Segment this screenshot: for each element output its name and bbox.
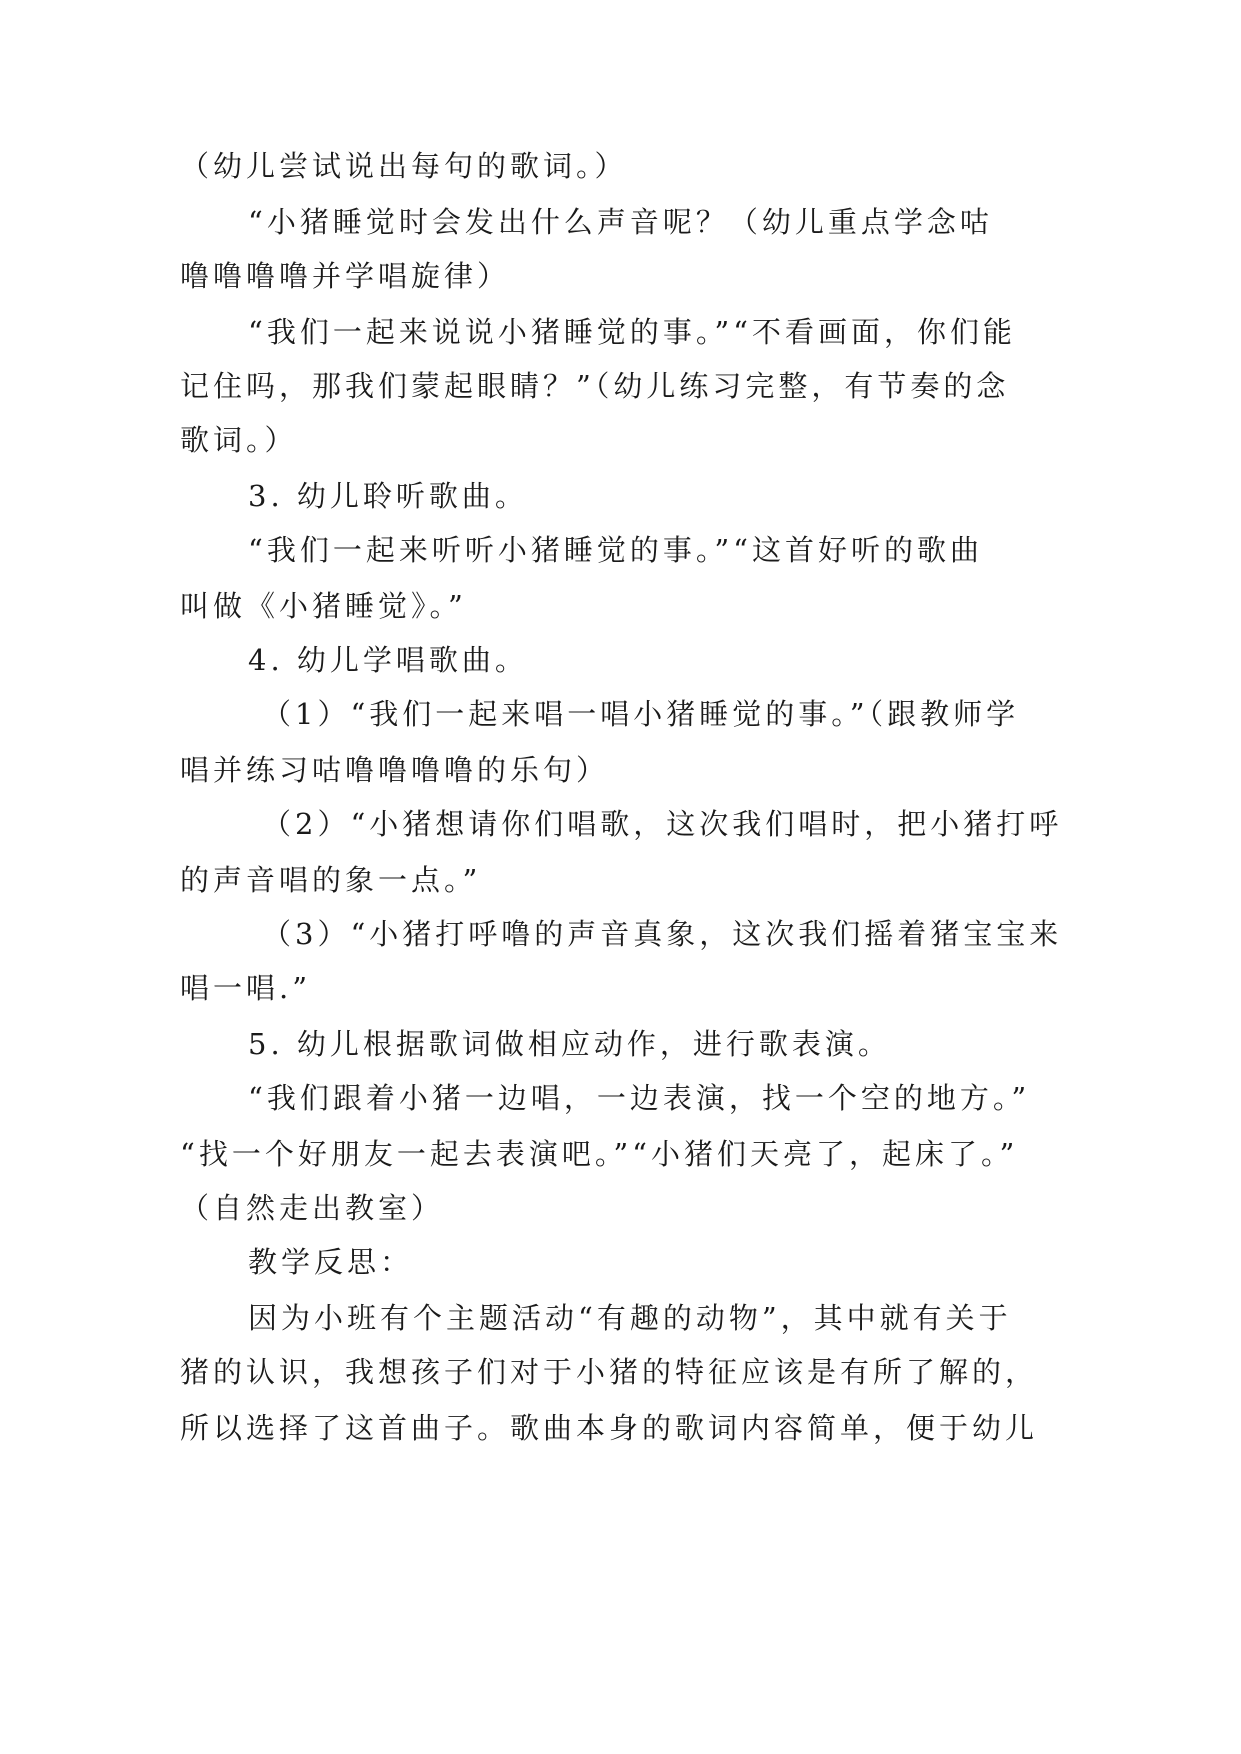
text-line: 唱一唱.” [180, 971, 312, 1005]
section-heading: 教学反思： [248, 1245, 414, 1279]
text-line: （自然走出教室） [180, 1191, 445, 1225]
text-line: （3）“小猪打呼噜的声音真象，这次我们摇着猪宝宝来 [262, 917, 1063, 951]
text-line: “我们跟着小猪一边唱，一边表演，找一个空的地方。” [248, 1081, 1031, 1115]
text-line: 因为小班有个主题活动“有趣的动物”，其中就有关于 [248, 1301, 1012, 1335]
text-line: 猪的认识，我想孩子们对于小猪的特征应该是有所了解的， [180, 1355, 1039, 1389]
text-line: （1）“我们一起来唱一唱小猪睡觉的事。”（跟教师学 [262, 697, 1020, 731]
section-heading: 4. 幼儿学唱歌曲。 [248, 643, 528, 677]
text-line: 唱并练习咕噜噜噜噜的乐句） [180, 753, 610, 787]
text-line: “我们一起来听听小猪睡觉的事。”“这首好听的歌曲 [248, 533, 983, 567]
text-line: 记住吗，那我们蒙起眼睛？”（幼儿练习完整，有节奏的念 [180, 369, 1010, 403]
text-line: 所以选择了这首曲子。歌曲本身的歌词内容简单，便于幼儿 [180, 1411, 1039, 1445]
text-line: “我们一起来说说小猪睡觉的事。”“不看画面，你们能 [248, 315, 1016, 349]
text-line: 叫做《小猪睡觉》。” [180, 589, 467, 623]
text-line: 歌词。） [180, 423, 298, 457]
text-line: 噜噜噜噜并学唱旋律） [180, 259, 511, 293]
section-heading: 5. 幼儿根据歌词做相应动作，进行歌表演。 [248, 1027, 891, 1061]
section-heading: 3. 幼儿聆听歌曲。 [248, 479, 528, 513]
text-line: 的声音唱的象一点。” [180, 863, 482, 897]
text-line: “小猪睡觉时会发出什么声音呢？（幼儿重点学念咕 [248, 205, 993, 239]
text-line: （2）“小猪想请你们唱歌，这次我们唱时，把小猪打呼 [262, 807, 1063, 841]
text-line: （幼儿尝试说出每句的歌词。） [180, 149, 628, 183]
text-line: “找一个好朋友一起去表演吧。”“小猪们天亮了，起床了。” [180, 1137, 1019, 1171]
